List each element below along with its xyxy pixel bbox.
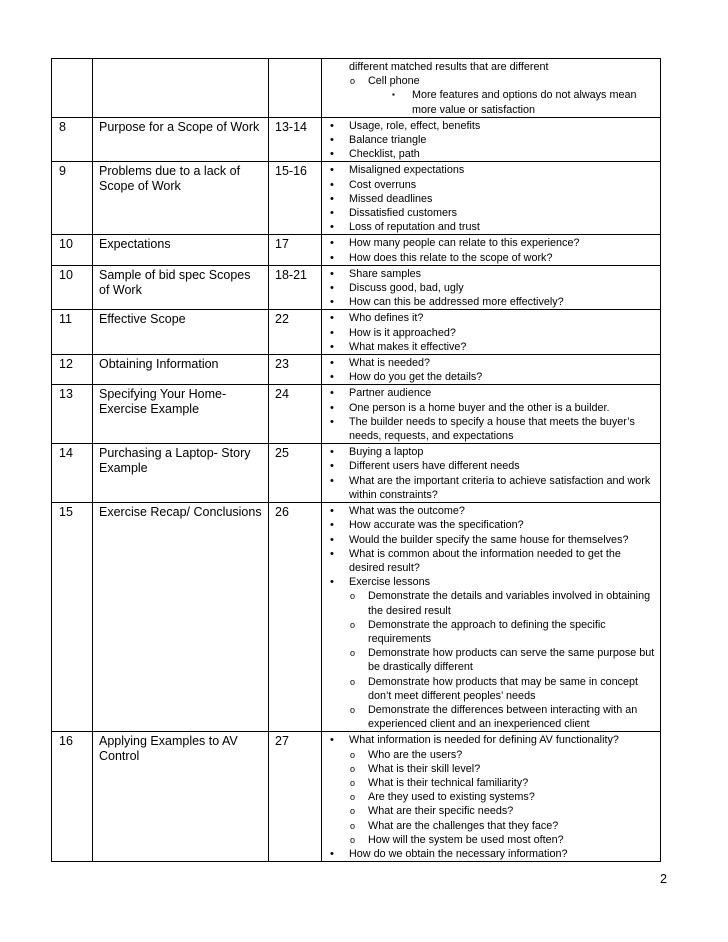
notes-list-item: [322, 504, 656, 518]
slides-cell: 23: [269, 355, 322, 385]
notes-list-item: [322, 267, 656, 281]
table-row: [52, 355, 661, 385]
slides-cell: 26: [269, 503, 322, 732]
circle-bullet-icon: o: [350, 763, 356, 774]
notes-item-text: Would the builder specify the same house for themselves?: [349, 533, 629, 546]
notes-item-text: Balance triangle: [349, 134, 427, 147]
notes-list: [322, 445, 656, 502]
outline-table-body: [52, 59, 661, 862]
notes-list-item: [322, 311, 656, 325]
notes-item-text: Partner audience: [349, 387, 432, 400]
notes-list-item: [322, 733, 656, 747]
notes-list: [322, 267, 656, 310]
notes-item-text: Loss of reputation and trust: [349, 221, 480, 234]
bullet-icon: •: [330, 192, 334, 205]
bullet-icon: •: [330, 734, 334, 747]
notes-item-text: What is common about the information needed to get the desired result?: [349, 547, 621, 574]
topic-cell: Obtaining Information: [93, 355, 269, 385]
notes-list: [322, 60, 656, 117]
slides-cell: 27: [269, 732, 322, 862]
notes-cell: [322, 503, 661, 732]
topic-cell: Problems due to a lack of Scope of Work: [93, 162, 269, 235]
notes-list-item: [322, 88, 656, 116]
table-row: [52, 265, 661, 310]
slides-cell: 13-14: [269, 117, 322, 162]
notes-cell: [322, 385, 661, 444]
notes-list-item: [322, 326, 656, 340]
bullet-icon: •: [330, 221, 334, 234]
notes-list-item: [322, 220, 656, 234]
notes-item-text: Dissatisfied customers: [349, 207, 458, 220]
notes-item-text: Demonstrate the differences between interacting with an experienced client and an inexperienced client: [368, 703, 638, 731]
notes-item-text: One person is a home buyer and the other is a builder.: [349, 401, 610, 414]
notes-list-item: [322, 547, 656, 575]
notes-cell: [322, 732, 661, 862]
bullet-icon: •: [330, 164, 334, 177]
notes-list-item: [322, 415, 656, 443]
bullet-icon: •: [330, 401, 334, 414]
bullet-icon: •: [330, 547, 334, 560]
notes-list-item: [322, 575, 656, 589]
notes-item-text: Checklist, path: [349, 148, 420, 161]
circle-bullet-icon: o: [350, 806, 356, 817]
slides-cell: 25: [269, 444, 322, 503]
notes-list-item: [322, 340, 656, 354]
row-number-cell: 9: [52, 162, 93, 235]
topic-cell: Purpose for a Scope of Work: [93, 117, 269, 162]
circle-bullet-icon: o: [350, 591, 356, 602]
notes-list-item: [322, 459, 656, 473]
notes-list-item: [322, 281, 656, 295]
notes-list-item: [322, 251, 656, 265]
notes-list-item: [322, 533, 656, 547]
topic-cell: Exercise Recap/ Conclusions: [93, 503, 269, 732]
bullet-icon: •: [330, 282, 334, 295]
notes-list-item: [322, 703, 656, 731]
table-row: [52, 162, 661, 235]
row-number-cell: [52, 59, 93, 118]
topic-cell: Expectations: [93, 235, 269, 265]
notes-item-text: What was the outcome?: [349, 505, 465, 518]
circle-bullet-icon: o: [350, 704, 356, 715]
notes-list-item: [322, 163, 656, 177]
notes-list: [322, 733, 656, 861]
row-number-cell: 16: [52, 732, 93, 862]
circle-bullet-icon: o: [350, 792, 356, 803]
notes-item-text: What are the challenges that they face?: [368, 819, 559, 832]
notes-item-text: How can this be addressed more effectively?: [349, 296, 564, 309]
notes-list-item: [322, 119, 656, 133]
notes-list-item: [322, 675, 656, 703]
notes-item-text: Demonstrate the details and variables involved in obtaining the desired result: [368, 590, 651, 617]
bullet-icon: •: [330, 460, 334, 473]
circle-bullet-icon: o: [350, 820, 356, 831]
circle-bullet-icon: o: [350, 76, 356, 87]
square-bullet-icon: ▪: [392, 90, 395, 100]
slides-cell: 17: [269, 235, 322, 265]
notes-list-item: [322, 74, 656, 88]
notes-item-text: Discuss good, bad, ugly: [349, 282, 464, 295]
notes-item-text: What information is needed for defining AV functionality?: [349, 734, 619, 747]
bullet-icon: •: [330, 371, 334, 384]
notes-item-text: More features and options do not always mean more value or satisfaction: [412, 89, 637, 116]
notes-list-item: [322, 386, 656, 400]
bullet-icon: •: [330, 474, 334, 487]
row-number-cell: 11: [52, 310, 93, 355]
notes-item-text: Demonstrate how products can serve the same purpose but be drastically different: [368, 647, 655, 674]
notes-list-item: [322, 474, 656, 502]
bullet-icon: •: [330, 312, 334, 325]
row-number-cell: 10: [52, 235, 93, 265]
bullet-icon: •: [330, 237, 334, 250]
table-row: [52, 732, 661, 862]
notes-item-text: Demonstrate the approach to defining the specific requirements: [368, 618, 606, 645]
notes-cell: [322, 117, 661, 162]
bullet-icon: •: [330, 251, 334, 264]
topic-cell: Effective Scope: [93, 310, 269, 355]
notes-list-item: [322, 776, 656, 790]
circle-bullet-icon: o: [350, 834, 356, 845]
notes-item-text: What is their technical familiarity?: [368, 776, 529, 789]
bullet-icon: •: [330, 415, 334, 428]
table-row: [52, 59, 661, 118]
notes-list-item: [322, 790, 656, 804]
row-number-cell: 12: [52, 355, 93, 385]
notes-cell: [322, 59, 661, 118]
slides-cell: 22: [269, 310, 322, 355]
notes-cell: [322, 235, 661, 265]
notes-list: [322, 386, 656, 443]
notes-list-item: [322, 847, 656, 861]
circle-bullet-icon: o: [350, 619, 356, 630]
notes-item-text: Demonstrate how products that may be same in concept don’t meet different peoples’ needs: [368, 675, 639, 702]
notes-list-item: [322, 206, 656, 220]
notes-list-item: [322, 60, 656, 74]
table-row: [52, 503, 661, 732]
notes-list-item: [322, 295, 656, 309]
notes-list-item: [322, 445, 656, 459]
bullet-icon: •: [330, 340, 334, 353]
notes-list: [322, 119, 656, 162]
notes-item-text: What are their specific needs?: [368, 805, 514, 818]
table-row: [52, 117, 661, 162]
notes-item-text: Different users have different needs: [349, 460, 520, 473]
bullet-icon: •: [330, 207, 334, 220]
slides-cell: [269, 59, 322, 118]
bullet-icon: •: [330, 847, 334, 860]
topic-cell: Sample of bid spec Scopes of Work: [93, 265, 269, 310]
notes-list-item: [322, 192, 656, 206]
table-row: [52, 385, 661, 444]
bullet-icon: •: [330, 446, 334, 459]
notes-item-text: Cell phone: [368, 75, 420, 88]
notes-list: [322, 236, 656, 264]
notes-item-text: Exercise lessons: [349, 576, 431, 589]
table-row: [52, 444, 661, 503]
notes-item-text: How do we obtain the necessary information?: [349, 847, 568, 860]
circle-bullet-icon: o: [350, 749, 356, 760]
notes-item-text: Missed deadlines: [349, 192, 433, 205]
row-number-cell: 13: [52, 385, 93, 444]
bullet-icon: •: [330, 533, 334, 546]
notes-list-item: [322, 748, 656, 762]
notes-item-text: Usage, role, effect, benefits: [349, 119, 481, 132]
notes-list-item: [322, 147, 656, 161]
notes-list-item: [322, 618, 656, 646]
notes-cell: [322, 355, 661, 385]
notes-item-text: Who are the users?: [368, 748, 463, 761]
page-number: 2: [660, 872, 667, 886]
row-number-cell: 15: [52, 503, 93, 732]
notes-list: [322, 163, 656, 234]
bullet-icon: •: [330, 267, 334, 280]
notes-cell: [322, 162, 661, 235]
slides-cell: 18-21: [269, 265, 322, 310]
notes-item-text: different matched results that are different: [349, 61, 549, 73]
notes-list-item: [322, 370, 656, 384]
notes-item-text: Misaligned expectations: [349, 164, 465, 177]
circle-bullet-icon: o: [350, 777, 356, 788]
circle-bullet-icon: o: [350, 648, 356, 659]
notes-item-text: How is it approached?: [349, 326, 456, 339]
bullet-icon: •: [330, 296, 334, 309]
notes-item-text: What is needed?: [349, 357, 431, 370]
outline-table: [51, 58, 661, 862]
bullet-icon: •: [330, 119, 334, 132]
notes-list-item: [322, 178, 656, 192]
notes-item-text: How accurate was the specification?: [349, 519, 524, 532]
bullet-icon: •: [330, 326, 334, 339]
notes-list: [322, 311, 656, 354]
notes-item-text: What makes it effective?: [349, 340, 467, 353]
bullet-icon: •: [330, 148, 334, 161]
bullet-icon: •: [330, 134, 334, 147]
row-number-cell: 8: [52, 117, 93, 162]
circle-bullet-icon: o: [350, 676, 356, 687]
notes-list-item: [322, 133, 656, 147]
notes-item-text: What are the important criteria to achieve satisfaction and work within constraints?: [349, 474, 651, 501]
row-number-cell: 14: [52, 444, 93, 503]
bullet-icon: •: [330, 357, 334, 370]
bullet-icon: •: [330, 576, 334, 589]
notes-list: [322, 356, 656, 384]
slides-cell: 15-16: [269, 162, 322, 235]
notes-item-text: Who defines it?: [349, 312, 424, 325]
notes-item-text: How do you get the details?: [349, 371, 483, 384]
notes-list-item: [322, 833, 656, 847]
notes-list-item: [322, 518, 656, 532]
notes-cell: [322, 265, 661, 310]
notes-item-text: Share samples: [349, 267, 422, 280]
bullet-icon: •: [330, 505, 334, 518]
notes-item-text: How does this relate to the scope of work?: [349, 251, 553, 264]
notes-item-text: Are they used to existing systems?: [368, 791, 535, 804]
notes-cell: [322, 310, 661, 355]
notes-item-text: What is their skill level?: [368, 762, 481, 775]
table-row: [52, 235, 661, 265]
notes-item-text: The builder needs to specify a house that meets the buyer’s needs, requests, and expectations: [349, 415, 635, 443]
notes-list-item: [322, 236, 656, 250]
notes-list-item: [322, 589, 656, 617]
notes-list-item: [322, 646, 656, 674]
topic-cell: Specifying Your Home-Exercise Example: [93, 385, 269, 444]
notes-list-item: [322, 356, 656, 370]
notes-list-item: [322, 819, 656, 833]
bullet-icon: •: [330, 387, 334, 400]
notes-cell: [322, 444, 661, 503]
notes-list-item: [322, 401, 656, 415]
topic-cell: Applying Examples to AV Control: [93, 732, 269, 862]
row-number-cell: 10: [52, 265, 93, 310]
notes-list-item: [322, 804, 656, 818]
table-row: [52, 310, 661, 355]
topic-cell: Purchasing a Laptop- Story Example: [93, 444, 269, 503]
notes-item-text: Cost overruns: [349, 178, 417, 191]
topic-cell: [93, 59, 269, 118]
bullet-icon: •: [330, 178, 334, 191]
notes-item-text: How will the system be used most often?: [368, 833, 564, 846]
notes-list-item: [322, 762, 656, 776]
notes-item-text: How many people can relate to this experience?: [349, 237, 580, 250]
slides-cell: 24: [269, 385, 322, 444]
notes-item-text: Buying a laptop: [349, 446, 424, 459]
notes-list: [322, 504, 656, 731]
bullet-icon: •: [330, 519, 334, 532]
